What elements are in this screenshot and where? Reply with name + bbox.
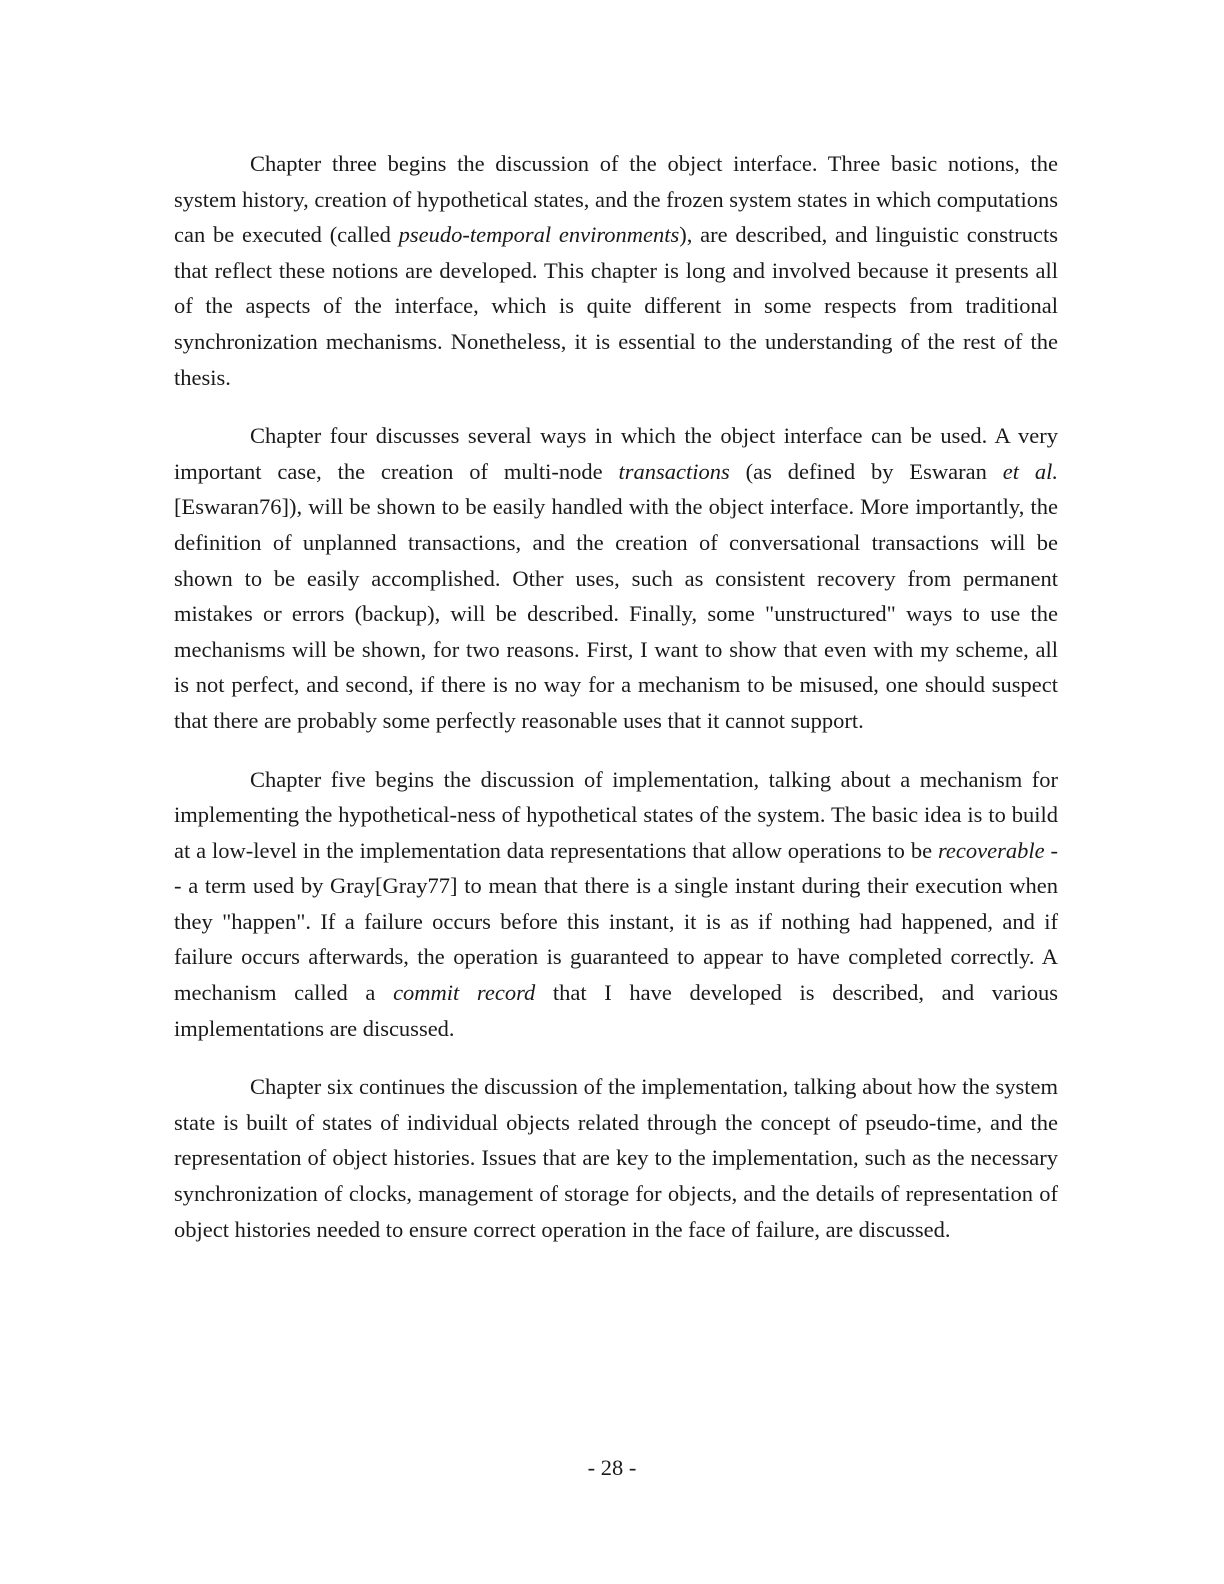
italic-term: recoverable [937,837,1045,863]
paragraph-chapter-five [174,762,1058,1047]
italic-term: pseudo-temporal environments [398,222,680,248]
text-run: Chapter five begins the discussion of implementation, talking about a mechanism for implementing the hypothetical-ness of hypothetical states of the system. The basic idea is to build at a low-level in the implementation data representations that allow operations to be [174,766,1058,863]
paragraph-chapter-six [174,1069,1058,1247]
text-run: that I have developed is described, and various implementations are discussed. [174,980,1059,1041]
page-number: - 28 - [587,1455,637,1480]
paragraph-chapter-three [174,146,1058,395]
text-run: Chapter six continues the discussion of the implementation, talking about how the system state is built of states of individual objects related through the concept of pseudo-time, and the representation of object histories. Issues that are key to the implementation, such as the necessary synchronization of clocks, management of storage for objects, and the details of representation of object histories needed to ensure correct operation in the face of failure, are discussed. [174,1074,1058,1242]
italic-term: commit record [393,980,536,1006]
text-run: ), are described, and linguistic constructs that reflect these notions are developed. This chapter is long and involved because it presents all of the aspects of the interface, which is quite different in some respects from traditional synchronization mechanisms. Nonetheless, it is essential to the understanding of the rest of the thesis. [174,222,1058,390]
document-body [174,146,1058,1247]
text-run: (as defined by Eswaran [729,458,1003,484]
paragraph-chapter-four [174,418,1058,738]
text-run: Chapter three begins the discussion of the object interface. Three basic notions, the system history, creation of hypothetical states, and the frozen system states in which computations can be executed (called [174,151,1058,248]
text-run: [Eswaran76]), will be shown to be easily handled with the object interface. More importantly, the definition of unplanned transactions, and the creation of conversational transactions will be shown to be easily accomplished. Other uses, such as consistent recovery from permanent mistakes or errors (backup), will be described. Finally, some "unstructured" ways to use the mechanisms will be shown, for two reasons. First, I want to show that even with my scheme, all is not perfect, and second, if there is no way for a mechanism to be misused, one should suspect that there are probably some perfectly reasonable uses that it cannot support. [174,494,1058,733]
italic-term: transactions [618,458,730,484]
text-run: Chapter four discusses several ways in which the object interface can be used. A very important case, the creation of multi-node [174,423,1058,484]
text-run: -- a term used by Gray[Gray77] to mean that there is a single instant during their execution when they "happen". If a failure occurs before this instant, it is as if nothing had happened, and if failure occurs afterwards, the operation is guaranteed to appear to have completed correctly. A mechanism called a [174,837,1059,1006]
italic-term: et al. [1002,458,1058,484]
